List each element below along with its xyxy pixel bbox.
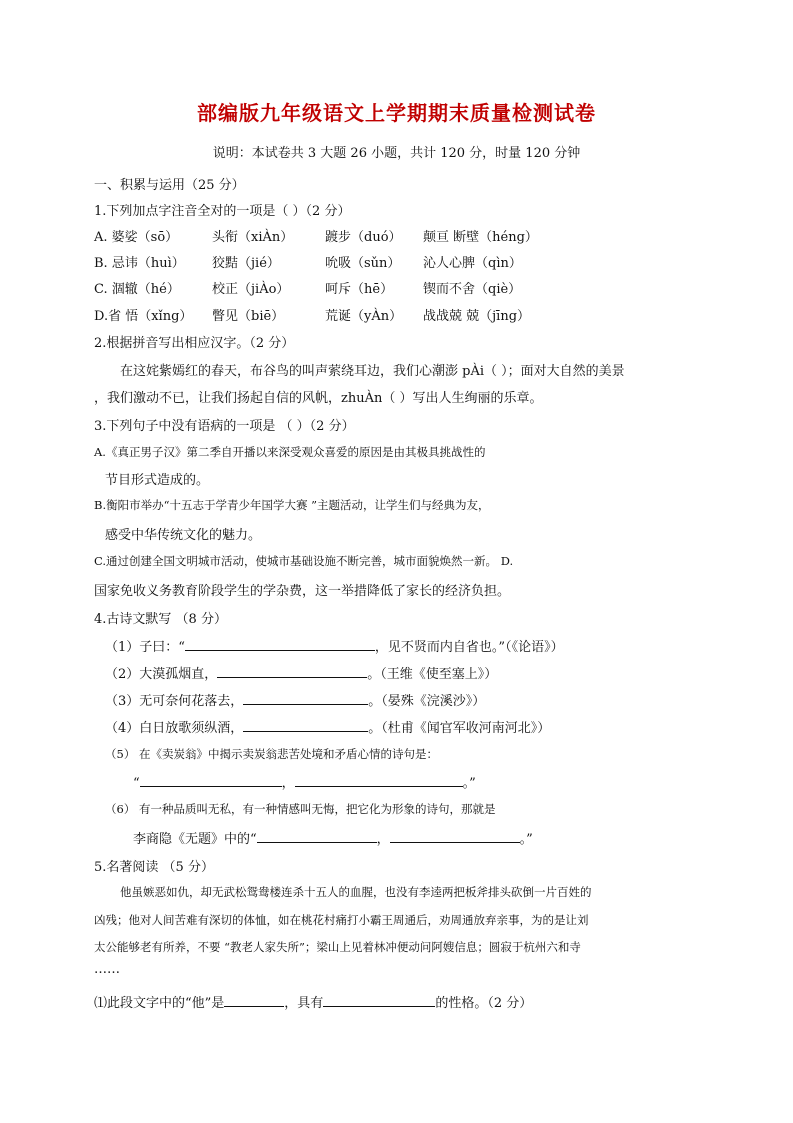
q1-option-cell: 锲而不舍（qiè） — [423, 282, 522, 297]
answer-blank[interactable] — [243, 692, 368, 705]
q4-item-1-prefix: （1）子曰：“ — [105, 640, 185, 655]
q4-item-2-suffix: 。（王维《使至塞上》） — [367, 667, 498, 682]
q1-option-cell: 呵斥（hē） — [325, 282, 394, 297]
q2-passage-line: ，我们激动不已，让我们扬起自信的风帆，zhuÀn（ ）写出人生绚丽的乐章。 — [94, 391, 543, 406]
section-heading: 一、积累与运用（25 分） — [94, 178, 245, 193]
q1-option-cell: 头衔（xiÀn） — [212, 230, 294, 245]
q4-item-4-prefix: （4）白日放歌须纵酒， — [105, 721, 244, 736]
answer-blank[interactable] — [295, 774, 463, 787]
q5-sub-1-mid: ，具有 — [284, 996, 324, 1011]
exam-instructions: 说明：本试卷共 3 大题 26 小题，共计 120 分，时量 120 分钟 — [212, 146, 581, 161]
answer-blank[interactable] — [224, 994, 284, 1007]
q5-sub-1 — [94, 992, 532, 1011]
q1-stem: 1.下列加点字注音全对的一项是（ ）（2 分） — [94, 204, 351, 219]
q2-stem: 2.根据拼音写出相应汉字。（2 分） — [94, 336, 295, 351]
q3-option-b-cont: 感受中华传统文化的魅力。 — [105, 528, 262, 543]
q1-option-cell: 瞥见（biē） — [212, 309, 285, 324]
q4-item-3 — [105, 690, 485, 709]
comma: ， — [376, 832, 390, 847]
page-title: 部编版九年级语文上学期期末质量检测试卷 — [197, 101, 596, 125]
q4-item-6-answer — [133, 828, 533, 847]
close-quote: 。” — [519, 832, 533, 847]
q4-item-3-prefix: （3）无可奈何花落去， — [105, 694, 244, 709]
q3-option-b: B.衡阳市举办“十五志于学青少年国学大赛 ”主题活动，让学生们与经典为友， — [94, 498, 490, 512]
q1-option-cell: 颠亘 断壁（héng） — [423, 230, 538, 245]
q1-option-cell: 吮吸（sǔn） — [325, 256, 401, 271]
q1-option-c: C. 涸辙（hé） — [94, 282, 180, 297]
q3-option-d: 国家免收义务教育阶段学生的学杂费，这一举措降低了家长的经济负担。 — [94, 584, 511, 599]
ellipsis: …… — [94, 962, 120, 977]
q4-item-4 — [105, 717, 550, 736]
close-quote: 。” — [462, 776, 476, 791]
q3-option-a: A.《真正男子汉》第二季自开播以来深受观众喜爱的原因是由其极具挑战性的 — [94, 445, 486, 459]
q4-item-3-suffix: 。（晏殊《浣溪沙》） — [368, 694, 486, 709]
q4-item-6: （6） 有一种品质叫无私，有一种情感叫无悔，把它化为形象的诗句，那就是 — [105, 802, 496, 816]
q4-item-1-suffix: ，见不贤而内自省也。”（《论语》） — [374, 640, 564, 655]
q3-stem: 3.下列句子中没有语病的一项是 （ ）（2 分） — [94, 419, 355, 434]
q5-passage-line: 他虽嫉恶如仇，却无武松鸳鸯楼连杀十五人的血腥，也没有李逵两把板斧排头砍倒一片百姓的 — [120, 885, 592, 899]
comma: ， — [281, 776, 295, 791]
q5-passage-line: 太公能够老有所养，不要 “教老人家失所”；梁山上见着林冲便动问阿嫂信息；圆寂于杭州六和寺 — [94, 940, 581, 954]
q4-item-5-answer — [133, 772, 476, 791]
q1-option-cell: 荒诞（yÀn） — [325, 309, 403, 324]
q4-item-2 — [105, 663, 497, 682]
open-quote: “ — [133, 776, 140, 791]
q4-item-6-prefix: 李商隐《无题》中的“ — [133, 832, 257, 847]
q1-option-b: B. 忌讳（huì） — [94, 256, 185, 271]
answer-blank[interactable] — [390, 830, 520, 843]
answer-blank[interactable] — [217, 665, 367, 678]
q1-option-cell: 校正（jiÀo） — [212, 282, 290, 297]
q1-option-cell: 踱步（duó） — [325, 230, 402, 245]
q3-option-c: C.通过创建全国文明城市活动，使城市基础设施不断完善，城市面貌焕然一新。 D. — [94, 554, 514, 568]
q1-option-cell: 狡黠（jié） — [212, 256, 280, 271]
q4-item-5: （5） 在《卖炭翁》中揭示卖炭翁悲苦处境和矛盾心情的诗句是： — [105, 747, 438, 761]
answer-blank[interactable] — [257, 830, 377, 843]
q3-option-a-cont: 节目形式造成的。 — [105, 473, 210, 488]
q4-item-1 — [105, 636, 564, 655]
q4-item-4-suffix: 。（杜甫《闻官军收河南河北》） — [368, 721, 551, 736]
answer-blank[interactable] — [243, 719, 368, 732]
q5-passage-line: 凶残；他对人间苦难有深切的体恤，如在桃花村痛打小霸王周通后，劝周通放弃亲事，为的是让刘 — [94, 913, 589, 927]
q1-option-cell: 战战兢 兢（jīng） — [423, 309, 531, 324]
q5-stem: 5.名著阅读 （5 分） — [94, 860, 214, 875]
q1-option-a: A. 婆娑（sō） — [94, 230, 179, 245]
q5-sub-1-prefix: ⑴此段文字中的“他”是 — [94, 996, 225, 1011]
q4-stem: 4.古诗文默写 （8 分） — [94, 612, 227, 627]
q4-item-2-prefix: （2）大漠孤烟直， — [105, 667, 218, 682]
q5-sub-1-suffix: 的性格。（2 分） — [435, 996, 533, 1011]
answer-blank[interactable] — [140, 774, 282, 787]
q2-passage-line: 在这姹紫嫣红的春天，布谷鸟的叫声萦绕耳边，我们心潮澎 pÀi（ ）；面对大自然的美景 — [120, 364, 625, 379]
answer-blank[interactable] — [323, 994, 435, 1007]
q1-option-d: D.省 悟（xǐng） — [94, 309, 193, 324]
q1-option-cell: 沁人心脾（qìn） — [423, 256, 522, 271]
answer-blank[interactable] — [185, 638, 375, 651]
